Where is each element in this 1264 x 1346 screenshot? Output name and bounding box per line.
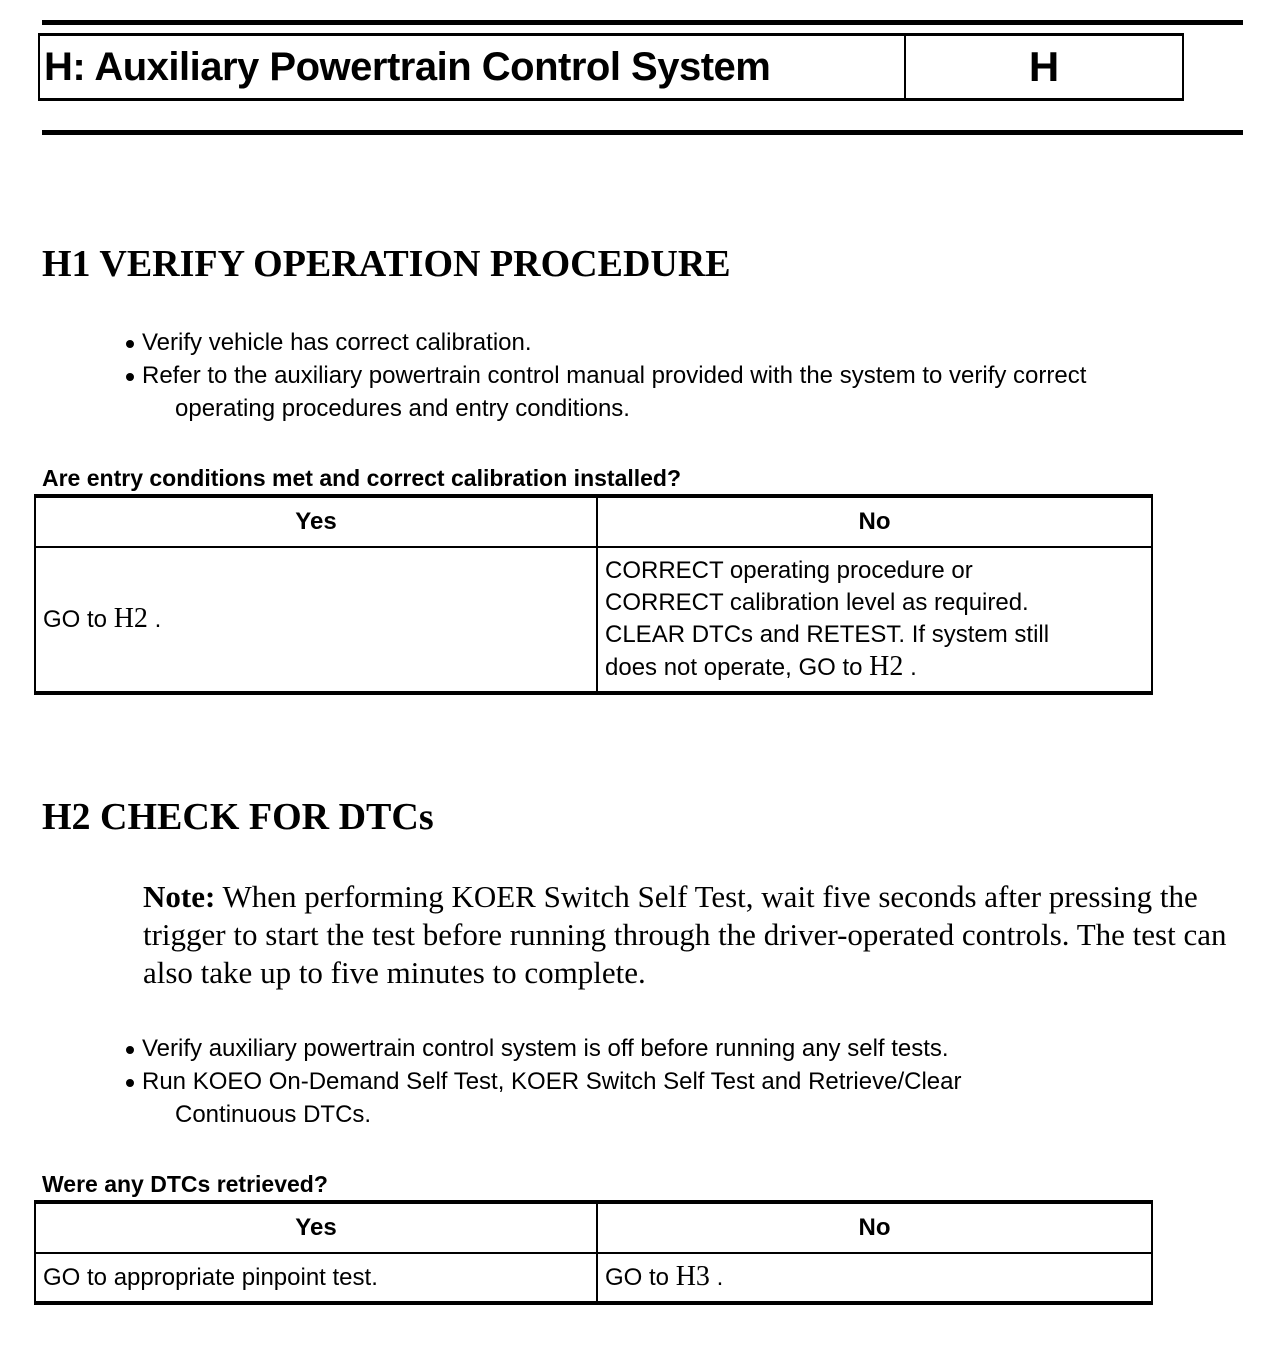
h1-bullet-item: Refer to the auxiliary powertrain control manual provided with the system to verify correct operating procedures and entry conditions. [126, 359, 1086, 425]
link-h2[interactable]: H2 [869, 651, 904, 682]
h1-title: H1 VERIFY OPERATION PROCEDURE [42, 243, 731, 285]
h1-bullet-list [126, 326, 1086, 425]
table-row [35, 1253, 1152, 1303]
section-header-title: H: Auxiliary Powertrain Control System [40, 36, 906, 98]
table-header-row [35, 1202, 1152, 1253]
no-header: No [597, 496, 1152, 547]
section-header-box [38, 33, 1184, 101]
no-cell: GO to H3 . [597, 1253, 1152, 1303]
h2-note [143, 878, 1243, 992]
h1-bullet-item: Verify vehicle has correct calibration. [126, 326, 1086, 359]
h2-title: H2 CHECK FOR DTCs [42, 796, 434, 838]
yes-cell: GO to appropriate pinpoint test. [35, 1253, 597, 1303]
section-header-code: H [1028, 43, 1060, 90]
bullet-icon [126, 373, 134, 381]
h2-bullet-list [126, 1032, 961, 1131]
bullet-icon [126, 1046, 134, 1054]
h2-bullet-item: Verify auxiliary powertrain control system is off before running any self tests. [126, 1032, 961, 1065]
bullet-icon [126, 340, 134, 348]
table-header-row [35, 496, 1152, 547]
top-rule [42, 20, 1243, 25]
yes-cell: GO to H2 . [35, 547, 597, 693]
no-header: No [597, 1202, 1152, 1253]
h1-decision-table [34, 494, 1153, 695]
note-text: When performing KOER Switch Self Test, wait five seconds after pressing the trigger to start the test before running through the driver-operated controls. The test can also take up to five minutes to complete. [143, 879, 1227, 990]
no-cell: CORRECT operating procedure or CORRECT calibration level as required. CLEAR DTCs and RETEST. If system still does not operate, GO to H2 . [597, 547, 1152, 693]
link-h3[interactable]: H3 [675, 1261, 710, 1292]
link-h2[interactable]: H2 [113, 603, 148, 634]
table-row [35, 547, 1152, 693]
h1-question: Are entry conditions met and correct calibration installed? [42, 465, 682, 491]
yes-header: Yes [35, 1202, 597, 1253]
h2-decision-table [34, 1200, 1153, 1305]
note-label: Note: [143, 879, 216, 914]
h2-question: Were any DTCs retrieved? [42, 1171, 328, 1197]
bullet-icon [126, 1079, 134, 1087]
h2-bullet-item: Run KOEO On-Demand Self Test, KOER Switch Self Test and Retrieve/Clear Continuous DTCs. [126, 1065, 961, 1131]
yes-header: Yes [35, 496, 597, 547]
header-bottom-rule [42, 130, 1243, 135]
